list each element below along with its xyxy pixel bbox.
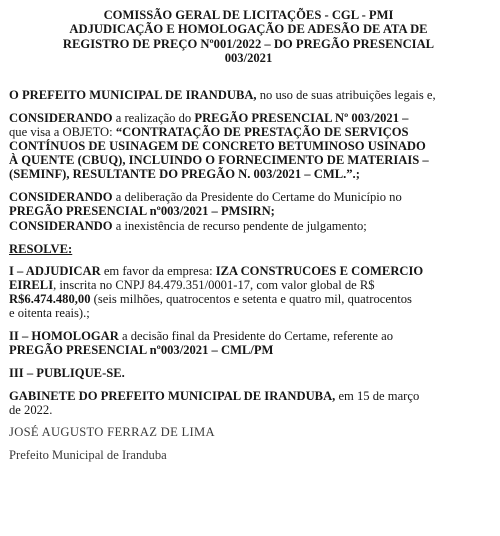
item-1-line-2 xyxy=(9,278,492,292)
item-2-text: a decisão final da Presidente do Certame, referente ao xyxy=(118,328,393,343)
item-1-value: R$6.474.480,00 xyxy=(9,291,91,306)
header-line-1: COMISSÃO GERAL DE LICITAÇÕES - CGL - PMI xyxy=(103,8,394,22)
considerando-1-line-4: À QUENTE (CBUQ), INCLUINDO O FORNECIMENTO DE MATERIAIS – xyxy=(9,152,429,167)
considerando-label: CONSIDERANDO xyxy=(9,218,113,233)
considerando-1-line-2 xyxy=(9,125,492,139)
considerando-1-pregao: PREGÃO PRESENCIAL Nº 003/2021 – xyxy=(194,110,409,125)
considerando-2-paragraph xyxy=(9,190,492,218)
item-1-paragraph xyxy=(9,264,492,320)
intro-lead: O PREFEITO MUNICIPAL DE IRANDUBA, xyxy=(9,87,257,102)
considerando-label: CONSIDERANDO xyxy=(9,189,113,204)
signature-name: JOSÉ AUGUSTO FERRAZ DE LIMA xyxy=(9,424,215,439)
considerando-1-line-5: (SEMINF), RESULTANTE DO PREGÃO N. 003/2021 – CML.”.; xyxy=(9,166,360,181)
closing-line-2: de 2022. xyxy=(9,402,53,417)
considerando-1-line-3: CONTÍNUOS DE USINAGEM DE CONCRETO BETUMINOSO USINADO xyxy=(9,138,426,153)
item-1-line-4: e oitenta reais).; xyxy=(9,305,90,320)
item-2-line-2: PREGÃO PRESENCIAL nº003/2021 – CML/PM xyxy=(9,342,274,357)
item-1-value-words: (seis milhões, quatrocentos e setenta e quatro mil, quatrocentos xyxy=(90,291,412,306)
item-2-line-1 xyxy=(9,329,492,343)
item-1-text: em favor da empresa: xyxy=(100,263,216,278)
considerando-1-objeto-start: “CONTRATAÇÃO DE PRESTAÇÃO DE SERVIÇOS xyxy=(115,124,409,139)
resolve-heading: RESOLVE: xyxy=(9,241,73,256)
item-1-action: I – ADJUDICAR xyxy=(9,263,101,278)
considerando-3-text: a inexistência de recurso pendente de julgamento; xyxy=(112,218,367,233)
intro-paragraph xyxy=(9,88,492,102)
closing-lead: GABINETE DO PREFEITO MUNICIPAL DE IRANDUBA, xyxy=(9,388,336,403)
item-1-company-end: EIRELI xyxy=(9,277,54,292)
closing-line-1 xyxy=(9,389,492,403)
document-header xyxy=(19,8,478,66)
header-line-4: 003/2021 xyxy=(224,51,273,66)
header-line-2: ADJUDICAÇÃO E HOMOLOGAÇÃO DE ADESÃO DE ATA DE xyxy=(69,22,428,37)
item-1-line-3 xyxy=(9,292,492,306)
closing-date: em 15 de março xyxy=(335,388,420,403)
item-1-company: IZA CONSTRUCOES E COMERCIO xyxy=(215,263,424,278)
considerando-2-text: a deliberação da Presidente do Certame do Município no xyxy=(112,189,402,204)
considerando-2-line-1 xyxy=(9,190,492,204)
item-1-cnpj-text: , inscrita no CNPJ 84.479.351/0001-17, com valor global de R$ xyxy=(53,277,375,292)
considerando-2-line-2: PREGÃO PRESENCIAL nº003/2021 – PMSIRN; xyxy=(9,203,275,218)
item-3-paragraph: III – PUBLIQUE-SE. xyxy=(9,365,125,380)
considerando-1-objeto-label: que visa a OBJETO: xyxy=(9,124,116,139)
considerando-1-paragraph xyxy=(9,111,492,181)
considerando-1-text: a realização do xyxy=(112,110,195,125)
closing-paragraph xyxy=(9,389,492,417)
item-1-line-1 xyxy=(9,264,492,278)
intro-rest: no uso de suas atribuições legais e, xyxy=(256,87,436,102)
item-2-paragraph xyxy=(9,329,492,357)
signature-title: Prefeito Municipal de Iranduba xyxy=(9,447,167,462)
considerando-1-line-1 xyxy=(9,111,492,125)
header-line-3: REGISTRO DE PREÇO Nº001/2022 – DO PREGÃO PRESENCIAL xyxy=(62,36,435,51)
item-2-action: II – HOMOLOGAR xyxy=(9,328,119,343)
considerando-label: CONSIDERANDO xyxy=(9,110,113,125)
considerando-3-paragraph xyxy=(9,219,492,233)
